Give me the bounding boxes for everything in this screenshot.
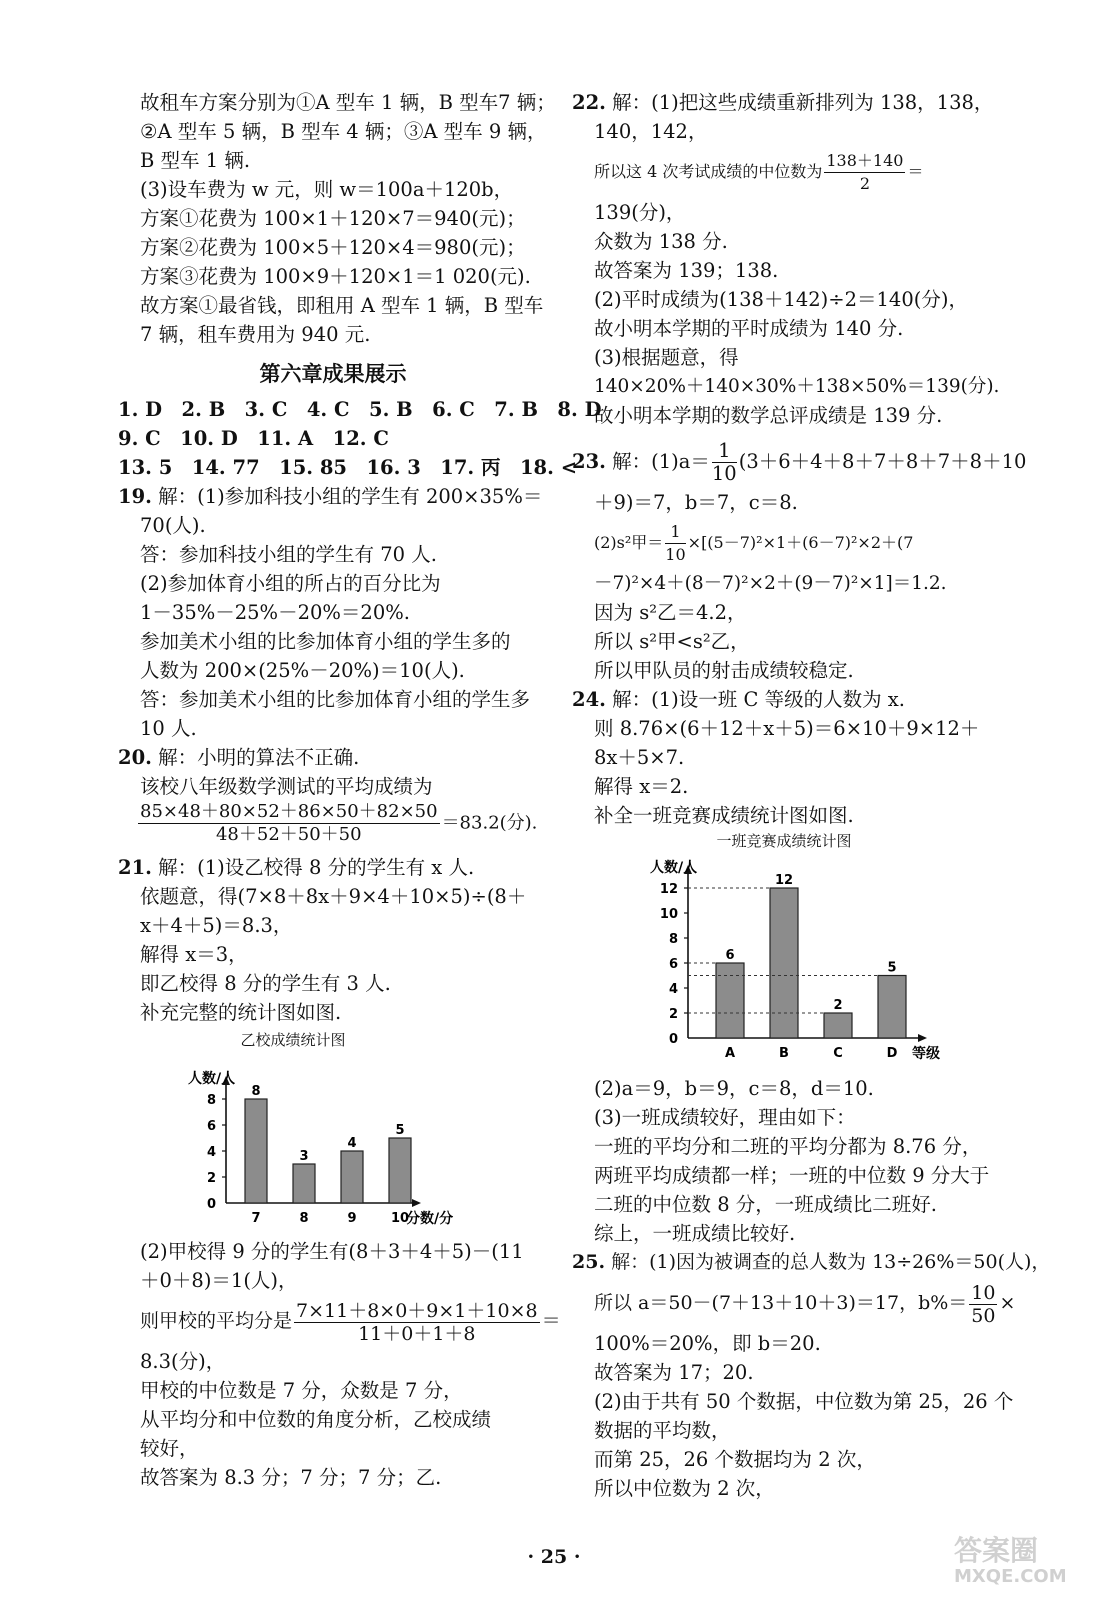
text-line: B 型车 1 辆. (140, 149, 251, 172)
x-tick-label: 8 (299, 1211, 309, 1226)
text-line: 较好， (140, 1437, 199, 1460)
text-line: ＋0＋8)＝1(人)， (140, 1269, 298, 1292)
text-line: 答：参加美术小组的比参加体育小组的学生多 (140, 688, 531, 711)
y-tick-label: 2 (668, 1007, 678, 1022)
text-line: 故方案①最省钱，即租用 A 型车 1 辆，B 型车 (140, 294, 544, 317)
fraction-numerator: 7×11＋8×0＋9×1＋10×8 (296, 1299, 538, 1322)
text-line: 故小明本学期的数学总评成绩是 139 分. (594, 404, 943, 427)
bar (878, 976, 906, 1039)
question-19 (118, 482, 548, 743)
text-line: 人数为 200×(25%－20%)＝10(人). (140, 659, 465, 682)
formula-prefix: 所以这 4 次考试成绩的中位数为 (594, 162, 823, 181)
x-tick-label: A (724, 1046, 736, 1061)
fraction-denominator: 10 (711, 462, 737, 485)
text-line: (2)参加体育小组的所占的百分比为 (140, 572, 441, 595)
text-line: 方案②花费为 100×5＋120×4＝980(元)； (140, 236, 526, 259)
text-line: (2)a＝9，b＝9，c＝8，d＝10. (594, 1077, 874, 1100)
x-tick-label: 10 (390, 1211, 410, 1226)
text-line: 故租车方案分别为①A 型车 1 辆，B 型车7 辆； (140, 91, 556, 114)
y-tick-label: 2 (206, 1171, 216, 1186)
x-axis-arrow (412, 1199, 421, 1207)
formula-prefix: 解：(1)a＝ (612, 450, 710, 473)
text-line: 方案③花费为 100×9＋120×1＝1 020(元). (140, 265, 531, 288)
text-line: 解：(1)参加科技小组的学生有 200×35%＝ (158, 485, 543, 508)
text-line: 解：(1)设乙校得 8 分的学生有 x 人. (158, 856, 475, 879)
page-number: · 25 · (527, 1546, 581, 1568)
variance-formula (572, 517, 1032, 569)
text-line: －7)²×4＋(8－7)²×2＋(9－7)²×1]＝1.2. (594, 573, 947, 594)
question-22 (572, 88, 1032, 430)
formula-suffix: × (999, 1292, 1016, 1314)
text-line: 而第 25，26 个数据均为 2 次， (594, 1448, 876, 1471)
text-line: 因为 s²乙＝4.2， (594, 601, 747, 624)
text-line: 故答案为 17；20. (594, 1361, 754, 1384)
text-line: 8x＋5×7. (594, 746, 685, 769)
y-tick-label: 6 (668, 957, 678, 972)
bar-value-label: 3 (299, 1149, 309, 1164)
bar-value-label: 8 (251, 1084, 261, 1099)
formula-suffix: ＝ (541, 1310, 561, 1332)
bar (245, 1099, 267, 1203)
y-tick-label: 12 (659, 882, 678, 897)
fraction-denominator: 48＋52＋50＋50 (215, 824, 362, 845)
text-line: 故答案为 139；138. (594, 259, 779, 282)
bar (341, 1151, 363, 1203)
bar (770, 888, 798, 1038)
bar-value-label: 4 (347, 1136, 357, 1151)
formula-prefix: 则甲校的平均分是 (140, 1310, 293, 1332)
y-tick-label: 0 (668, 1032, 678, 1047)
text-line: 从平均分和中位数的角度分析，乙校成绩 (140, 1408, 492, 1431)
median-formula (572, 146, 1032, 198)
text-line: 1－35%－25%－20%＝20%. (140, 601, 410, 624)
text-line: (2)平时成绩为(138＋142)÷2＝140(分)， (594, 288, 968, 311)
question-24 (572, 685, 1032, 1248)
rental-conclusion (118, 88, 556, 349)
text-line: 解：(1)把这些成绩重新排列为 138，138， (612, 91, 994, 114)
x-axis-arrow (918, 1034, 927, 1042)
text-line: x＋4＋5)＝8.3， (140, 914, 293, 937)
bar-value-label: 5 (887, 960, 897, 976)
y-tick-label: 6 (206, 1119, 216, 1134)
fraction-numerator: 138＋140 (824, 150, 905, 173)
watermark-logo-mark: 答案圈 (954, 1534, 1039, 1567)
text-line: 一班的平均分和二班的平均分都为 8.76 分， (594, 1135, 982, 1158)
fraction-denominator: 11＋0＋1＋8 (358, 1322, 476, 1345)
formula-result: ＝83.2(分). (441, 812, 538, 834)
text-line: 所以 s²甲<s²乙， (594, 630, 750, 653)
question-25 (572, 1248, 1051, 1503)
text-line: 解：(1)设一班 C 等级的人数为 x. (612, 688, 905, 711)
text-line: (2)由于共有 50 个数据，中位数为第 25，26 个 (594, 1390, 1014, 1413)
weighted-mean-formula (118, 801, 548, 853)
formula-rest: (3＋6＋4＋8＋7＋8＋7＋8＋10 (738, 450, 1027, 473)
y-tick-label: 4 (668, 982, 678, 997)
text-line: 众数为 138 分. (594, 230, 728, 253)
text-line: 故答案为 8.3 分；7 分；7 分；乙. (140, 1466, 442, 1489)
fraction-numerator: 10 (971, 1281, 996, 1304)
y-tick-label: 4 (206, 1145, 216, 1160)
x-tick-label: B (779, 1046, 789, 1061)
text-line: 补全一班竞赛成绩统计图如图. (594, 804, 854, 827)
chart-title: 乙校成绩统计图 (240, 1031, 346, 1049)
text-line: 二班的中位数 8 分，一班成绩比二班好. (594, 1193, 938, 1216)
fraction-denominator: 10 (665, 545, 686, 564)
text-line: 补充完整的统计图如图. (140, 1001, 342, 1024)
chart-yi-school (118, 1029, 548, 1237)
question-number: 23. (572, 450, 606, 473)
formula-prefix: 所以 a＝50－(7＋13＋10＋3)＝17，b%＝ (594, 1292, 968, 1314)
b-percent-formula (572, 1277, 1032, 1329)
x-tick-label: 9 (347, 1211, 357, 1226)
answer-line: 1. D 2. B 3. C 4. C 5. B 6. C 7. B 8. D (118, 398, 602, 421)
text-line: (3)设车费为 w 元，则 w＝100a＋120b， (140, 178, 514, 201)
text-line: 综上，一班成绩比较好. (594, 1222, 796, 1245)
text-line: ＋9)＝7，b＝7，c＝8. (594, 491, 798, 514)
question-number: 21. (118, 856, 152, 879)
text-line: 7 辆，租车费用为 940 元. (140, 323, 371, 346)
bar-value-label: 12 (774, 873, 794, 888)
text-line: 140，142， (594, 120, 708, 143)
x-axis-label: 等级 (912, 1046, 940, 1062)
fraction-denominator: 50 (971, 1304, 996, 1327)
y-axis-label: 人数/人 (650, 860, 698, 876)
bar-chart (644, 852, 974, 1070)
formula-suffix: ＝ (907, 162, 924, 181)
bar (293, 1164, 315, 1203)
bar (389, 1138, 411, 1203)
text-line: 所以甲队员的射击成绩较稳定. (594, 659, 854, 682)
y-axis-label: 人数/人 (188, 1071, 236, 1087)
question-number: 25. (572, 1251, 606, 1273)
answer-line: 9. C 10. D 11. A 12. C (118, 427, 389, 450)
text-line: 140×20%＋140×30%＋138×50%＝139(分). (594, 376, 1000, 397)
text-line: 故小明本学期的平时成绩为 140 分. (594, 317, 904, 340)
fraction-denominator: 2 (859, 174, 870, 193)
formula-prefix: (2)s²甲＝ (594, 533, 664, 552)
x-axis-label: 分数/分 (406, 1211, 454, 1227)
mean-formula (118, 1295, 561, 1347)
text-line: (3)一班成绩较好，理由如下： (594, 1106, 856, 1129)
text-line: 则 8.76×(6＋12＋x＋5)＝6×10＋9×12＋ (594, 717, 980, 740)
text-line: 解：(1)因为被调查的总人数为 13÷26%＝50(人)， (611, 1251, 1051, 1273)
bar (716, 963, 744, 1038)
section-title: 第六章成果展示 (259, 361, 407, 386)
question-20 (118, 743, 548, 853)
y-tick-label: 8 (206, 1093, 216, 1108)
fraction-numerator: 85×48＋80×52＋86×50＋82×50 (140, 801, 438, 822)
text-line: 解得 x＝2. (594, 775, 689, 798)
text-line: 数据的平均数， (594, 1419, 731, 1442)
text-line: 所以中位数为 2 次， (594, 1477, 775, 1500)
fraction-numerator: 1 (712, 440, 737, 463)
text-line: 该校八年级数学测试的平均成绩为 (140, 775, 433, 798)
fraction-numerator: 1 (665, 521, 685, 544)
watermark-logo-url: MXQE.COM (954, 1566, 1067, 1587)
text-line: 解得 x＝3， (140, 943, 248, 966)
x-tick-label: C (833, 1046, 843, 1061)
text-line: ②A 型车 5 辆，B 型车 4 辆；③A 型车 9 辆， (140, 120, 547, 143)
answer-line: 13. 5 14. 77 15. 85 16. 3 17. 丙 18. < (118, 456, 578, 479)
y-tick-label: 8 (668, 932, 678, 947)
text-line: 100%＝20%，即 b＝20. (594, 1332, 821, 1355)
text-line: (2)甲校得 9 分的学生有(8＋3＋4＋5)－(11 (140, 1240, 524, 1263)
text-line: 两班平均成绩都一样；一班的中位数 9 分大于 (594, 1164, 990, 1187)
text-line: 甲校的中位数是 7 分，众数是 7 分， (140, 1379, 463, 1402)
watermark-logo (946, 1528, 1096, 1588)
y-tick-label: 0 (206, 1197, 216, 1212)
question-number: 19. (118, 485, 152, 508)
bar-value-label: 2 (833, 998, 843, 1013)
chart-title: 一班竞赛成绩统计图 (716, 832, 852, 850)
question-21 (118, 853, 561, 1492)
bar (824, 1013, 852, 1038)
text-line: 即乙校得 8 分的学生有 3 人. (140, 972, 391, 995)
question-23 (572, 436, 1032, 685)
bar-value-label: 6 (725, 948, 735, 963)
x-tick-label: 7 (251, 1211, 261, 1226)
question-number: 20. (118, 746, 152, 769)
chart-class-one (572, 830, 1032, 1074)
text-line: 参加美术小组的比参加体育小组的学生多的 (140, 630, 511, 653)
text-line: 方案①花费为 100×1＋120×7＝940(元)； (140, 207, 526, 230)
text-line: (3)根据题意，得 (594, 346, 739, 369)
bar-value-label: 5 (395, 1123, 405, 1138)
text-line: 139(分)， (594, 201, 686, 224)
y-tick-label: 10 (659, 907, 678, 922)
text-line: 解：小明的算法不正确. (158, 746, 360, 769)
text-line: 70(人). (140, 514, 206, 537)
text-line: 10 人. (140, 717, 197, 740)
text-line: 依题意，得(7×8＋8x＋9×4＋10×5)÷(8＋ (140, 885, 527, 908)
question-number: 24. (572, 688, 606, 711)
formula-rest: ×[(5－7)²×1＋(6－7)²×2＋(7 (687, 533, 914, 552)
text-line: 8.3(分)， (140, 1350, 226, 1373)
question-number: 22. (572, 91, 606, 114)
text-line: 答：参加科技小组的学生有 70 人. (140, 543, 437, 566)
x-tick-label: D (886, 1046, 898, 1061)
right-column (572, 88, 1051, 1503)
bar-chart (178, 1051, 478, 1233)
